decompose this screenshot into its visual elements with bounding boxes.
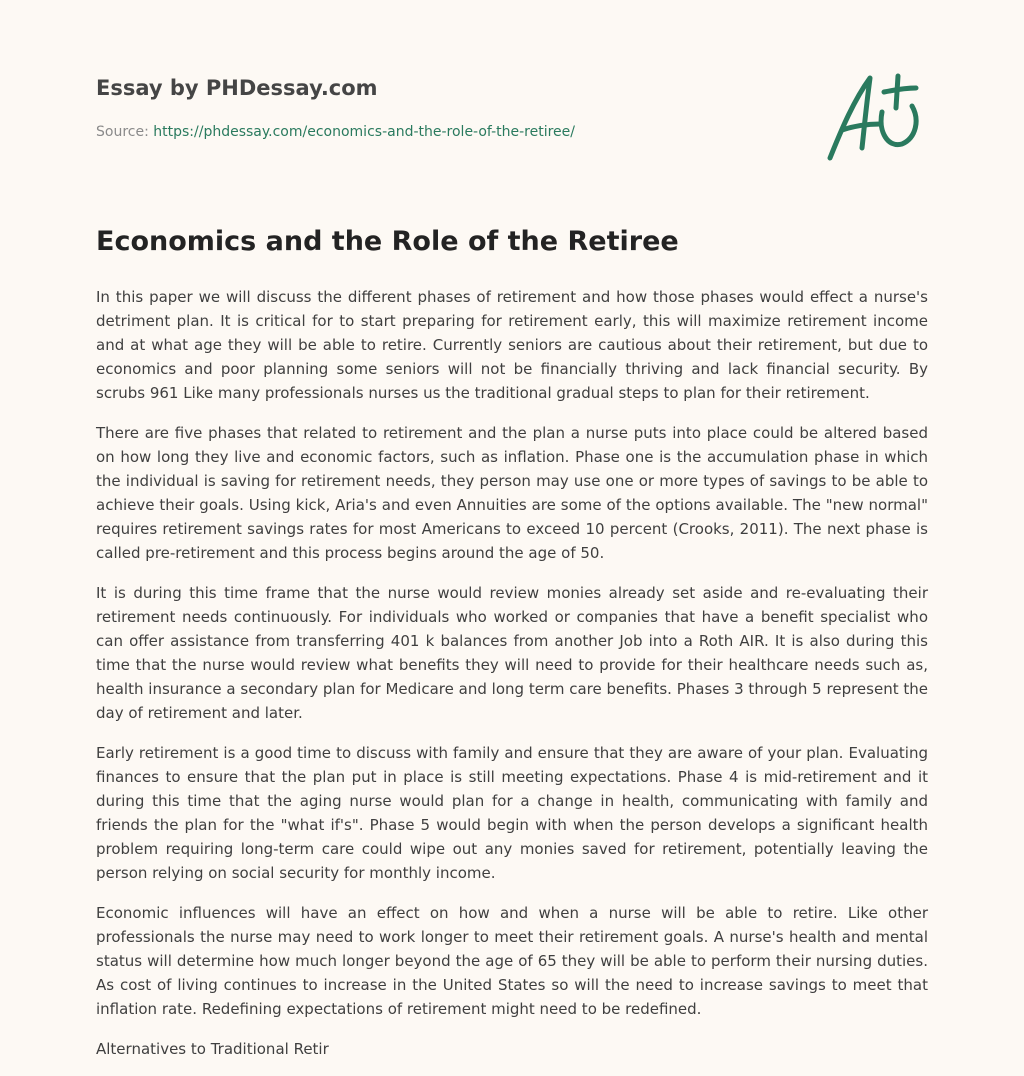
article-body <box>96 285 928 1076</box>
page-header <box>96 0 928 200</box>
paragraph: Early retirement is a good time to discuss with family and ensure that they are aware of your plan. Evaluating finances to ensure that the plan put in place is still meeting expectations. Phase 4 is mid-retirement and it during this time that the aging nurse would plan for a change in health, communicating with family and friends the plan for the "what if's". Phase 5 would begin with when the person develops a significant health problem requiring long-term care could wipe out any monies saved for retirement, potentially leaving the person relying on social security for monthly income. <box>96 744 928 882</box>
paragraph: Economic influences will have an effect on how and when a nurse will be able to retire. Like other professionals the nurse may need to work longer to meet their retirement goals. A nurse's health and mental status will determine how much longer beyond the age of 65 they will be able to perform their nursing duties. As cost of living continues to increase in the United States so will the need to increase savings to meet that inflation rate. Redefining expectations of retirement might need to be redefined. <box>96 904 928 1018</box>
brand-title: Essay by PHDessay.com <box>96 76 378 100</box>
essay-page <box>96 0 928 1058</box>
article-title: Economics and the Role of the Retiree <box>96 226 679 257</box>
a-plus-logo-icon <box>824 68 924 164</box>
source-label: Source: <box>96 124 149 140</box>
source-link[interactable]: https://phdessay.com/economics-and-the-role-of-the-retiree/ <box>153 124 576 140</box>
paragraph: In this paper we will discuss the different phases of retirement and how those phases would effect a nurse's detriment plan. It is critical for to start preparing for retirement early, this will maximize retirement income and at what age they will be able to retire. Currently seniors are cautious about their retirement, but due to economics and poor planning some seniors will not be financially thriving and lack financial security. By scrubs 961 Like many professionals nurses us the traditional gradual steps to plan for their retirement. <box>96 288 928 402</box>
section-heading-truncated: Alternatives to Traditional Retir <box>96 1040 329 1058</box>
source-line <box>96 124 575 140</box>
paragraph: It is during this time frame that the nurse would review monies already set aside and re-evaluating their retirement needs continuously. For individuals who worked or companies that have a benefit specialist who can offer assistance from transferring 401 k balances from another Job into a Roth AIR. It is also during this time that the nurse would review what benefits they will need to provide for their healthcare needs such as, health insurance a secondary plan for Medicare and long term care benefits. Phases 3 through 5 represent the day of retirement and later. <box>96 584 928 722</box>
paragraph: There are five phases that related to retirement and the plan a nurse puts into place could be altered based on how long they live and economic factors, such as inflation. Phase one is the accumulation phase in which the individual is saving for retirement needs, they person may use one or more types of savings to be able to achieve their goals. Using kick, Aria's and even Annuities are some of the options available. The "new normal" requires retirement savings rates for most Americans to exceed 10 percent (Crooks, 2011). The next phase is called pre-retirement and this process begins around the age of 50. <box>96 424 928 562</box>
